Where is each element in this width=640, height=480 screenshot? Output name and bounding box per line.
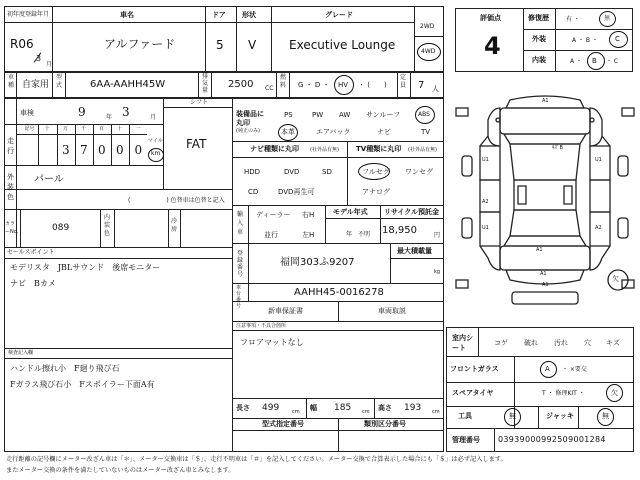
nav-dvd: DVD: [284, 168, 300, 176]
interior-opt-c: ・ C: [606, 58, 619, 65]
interior-color-label: 内装色: [104, 214, 111, 237]
score-value: 4: [484, 32, 501, 60]
notes-value: フロアマットなし: [240, 338, 304, 347]
chassis-value: AAHH45-0016278: [294, 287, 384, 298]
type-cert-label: 型式指定番号: [262, 420, 304, 428]
exterior-options: A ・ B ・: [572, 37, 598, 44]
mark-rear-bumper: A1: [540, 271, 547, 277]
mileage-col-label: 十: [117, 126, 123, 132]
sales-line-2: ナビ Bカメ: [10, 279, 56, 288]
recycle-value: 18,950: [382, 225, 417, 236]
length-label: 長さ: [236, 404, 250, 412]
mark-right-rear-fender: A2: [595, 225, 602, 231]
mileage-col-label: 百: [99, 126, 105, 132]
max-load-label: 最大積載量: [397, 247, 432, 255]
tools-selected: 無: [509, 412, 516, 420]
mileage-digit: 0: [134, 143, 143, 157]
equip-sunroof: サンルーフ: [366, 111, 401, 119]
jack-label: ジャッキ: [546, 412, 574, 420]
import-right: 右H: [302, 211, 315, 219]
door-value: 5: [216, 38, 224, 52]
cc-unit: CC: [265, 85, 274, 92]
capacity-label: 定員: [400, 74, 407, 89]
sheet-yabure: 破れ: [524, 339, 538, 347]
interior-sheet-label: 室内シート: [452, 334, 473, 352]
recycle-label: リサイクル預託金: [384, 208, 440, 216]
mileage-digit: 7: [80, 143, 88, 157]
exterior-label: 外装: [532, 35, 546, 43]
spare-items: T ・ 修理KIT ・: [542, 390, 585, 397]
sheet-yogore: 汚れ: [554, 339, 568, 347]
mileage-col-label: 万: [63, 126, 69, 132]
mark-rear-panel: A1: [542, 282, 549, 288]
inspection-month: 3: [122, 105, 130, 119]
capacity-value: 7: [418, 80, 425, 91]
recycle-yen: 円: [434, 232, 441, 239]
inspection-year: 9: [78, 105, 86, 119]
nav-dvd-play: DVD再生可: [278, 188, 315, 196]
exterior-color-label: 外装色: [7, 173, 14, 201]
repair-label: 修復歴: [528, 14, 549, 22]
equip-airbag: エアバック: [316, 128, 351, 136]
mark-right-front-fender: U1: [595, 157, 602, 163]
import-parallel: 並行: [264, 231, 278, 239]
mark-rear-gate: A1: [536, 247, 543, 253]
mileage-label: 走行: [7, 137, 14, 155]
sheet-koge: コゲ: [494, 339, 508, 347]
capacity-unit: 人: [432, 85, 439, 93]
nav-sd: SD: [322, 168, 332, 176]
car-diagram: [452, 86, 638, 320]
width-value: 185: [334, 403, 352, 413]
import-label: 輸入車: [237, 211, 244, 236]
mark-left-front-fender: U1: [482, 157, 489, 163]
nav-hdd: HDD: [244, 168, 261, 176]
exterior-color-value: パール: [34, 174, 64, 185]
mark-front-bumper: A1: [542, 98, 549, 104]
displacement-value: 2500: [228, 79, 254, 90]
registration-label: 登録番号: [237, 250, 244, 278]
first-reg-year: R06: [10, 37, 34, 51]
drive-4wd: 4WD: [421, 48, 436, 55]
mileage-col-label: 一: [135, 126, 141, 132]
mgmt-value: 03939000992509001284: [498, 435, 606, 444]
km-label: km: [151, 150, 161, 157]
equipment-title: 装備品に丸印: [236, 110, 264, 127]
import-left: 左H: [302, 231, 315, 239]
equip-navi: ナビ: [377, 128, 391, 136]
shape-label: 形状: [242, 11, 256, 19]
equip-aw: AW: [339, 111, 351, 119]
height-label: 高さ: [378, 404, 392, 412]
equipment-sub: (純正のみ): [236, 128, 260, 134]
mark-left-rear-door: A2: [482, 199, 489, 205]
front-glass-label: フロントガラス: [450, 365, 499, 373]
inspection-label: 車検: [20, 109, 34, 117]
interior-opt-a: A ・: [570, 58, 583, 65]
use-value: 自家用: [22, 80, 50, 90]
fuel-options: G ・ D ・: [298, 81, 330, 89]
nav-title: ナビ種類に丸印: [250, 145, 299, 153]
footer-line-1: 走行距離の記号欄にメーター改ざん車は「＊」、メーター交換車は「＄」、走行不明車は「＃」を記入してください。メーター交換で合算表示した場合にも「＄」は必ず記入します。: [6, 456, 507, 463]
import-dealer: ディーラー: [256, 211, 291, 219]
spare-label: スペアタイヤ: [452, 389, 494, 397]
door-label: ドア: [212, 11, 226, 19]
score-label: 評価点: [480, 14, 501, 22]
inspector-line-1: ハンドル擦れ小 F廻り飛び石: [10, 364, 120, 373]
mileage-col-label: 記号: [24, 126, 35, 132]
doc-warranty: 新車保証書: [268, 307, 303, 315]
height-value: 193: [404, 403, 422, 413]
doc-manual: 車両取説: [378, 307, 406, 315]
length-unit: cm: [292, 409, 300, 415]
footer-line-2: またメーター交換の条件を満たしていないものはメーター改ざん車とみなします。: [6, 467, 235, 474]
spare-selected: 欠: [611, 389, 618, 397]
first-reg-label: 初年度登録年月: [7, 11, 50, 18]
inspector-line-2: Fガラス飛び石小 Fスポイラー下面A有: [10, 380, 155, 389]
inspection-year-unit: 年: [106, 114, 113, 121]
tv-analog: アナログ: [362, 188, 390, 196]
class-label: 類別区分番号: [364, 420, 406, 428]
month-unit: 月: [46, 61, 53, 68]
repair-selected: 無: [604, 15, 611, 22]
nav-cd: CD: [248, 188, 259, 196]
nav-sub: (社外品有無): [310, 147, 339, 153]
equip-pw: PW: [312, 111, 324, 119]
fuel-other: ・ ( ): [358, 81, 387, 89]
jack-selected: 無: [602, 412, 609, 420]
car-name-value: アルファード: [104, 37, 176, 51]
shift-value: FAT: [186, 137, 207, 151]
chassis-label: 車台番号: [236, 285, 242, 309]
inspector-label: 検査記入欄: [8, 350, 34, 356]
mileage-digit: 3: [62, 143, 70, 157]
equip-ps: PS: [284, 111, 293, 119]
mark-roof: ｷｽﾞB: [552, 145, 563, 151]
equip-leather: 本革: [281, 128, 295, 136]
tv-sub: (社外品有無): [408, 147, 437, 153]
color-no-value: 089: [52, 223, 70, 233]
sales-line-1: モデリスタ JBLサウンド 後席モニター: [10, 263, 161, 272]
tv-oneseg: ワンセグ: [405, 168, 433, 176]
chip-mark: 欠: [612, 275, 619, 283]
exterior-selected: C: [615, 35, 620, 43]
front-glass-selected: A: [545, 365, 550, 373]
mileage-digit: 0: [98, 143, 106, 157]
color-no-label: カラーNo.: [5, 221, 19, 235]
notes-label: 注意事項・不具合箇所: [236, 323, 287, 329]
sheet-kizu: キズ: [606, 339, 620, 347]
grade-value: Executive Lounge: [289, 38, 396, 52]
shape-value: V: [248, 38, 257, 52]
equip-tv: TV: [421, 128, 431, 136]
mark-left-rear-fender: U1: [482, 225, 489, 231]
model-value: 6AA-AAHH45W: [90, 79, 166, 90]
interior-selected: B: [592, 57, 597, 65]
front-glass-other: ・ ×要交: [562, 366, 587, 373]
tools-label: 工具: [458, 412, 472, 420]
mileage-col-label: 十: [44, 126, 50, 132]
car-name-label: 車名: [120, 11, 134, 19]
mile-label: マイル: [148, 138, 163, 144]
model-year-value: 年 不明: [346, 231, 371, 238]
displacement-label: 排気量: [202, 73, 209, 94]
interior-label: 内装: [532, 56, 546, 64]
length-value: 499: [262, 403, 280, 413]
sales-points-label: セールスポイント: [7, 249, 55, 256]
fuel-selected: HV: [338, 81, 349, 89]
fuel-label: 燃料: [280, 74, 287, 89]
width-label: 幅: [310, 404, 317, 412]
color-note: ( ) 色替車は色替と記入: [128, 197, 225, 204]
inspection-month-unit: 月: [150, 114, 157, 121]
width-unit: cm: [362, 409, 370, 415]
sheet-ana: 穴: [584, 339, 591, 347]
use-label: 車種: [8, 74, 15, 89]
mileage-col-label: 千: [81, 126, 87, 132]
drive-2wd: 2WD: [420, 23, 435, 30]
max-load-kg: kg: [434, 269, 441, 275]
grade-label: グレード: [325, 11, 353, 19]
cold-label: 冷房: [171, 218, 178, 233]
tv-fullseg: フルセグ: [362, 168, 390, 176]
model-label: 型式: [56, 74, 63, 89]
tv-title: TV種類に丸印: [356, 145, 402, 153]
first-reg-month: 3: [36, 54, 42, 63]
mgmt-label: 管理番号: [452, 436, 480, 444]
shift-label: シフト: [190, 99, 209, 106]
model-year-label: モデル年式: [333, 208, 368, 216]
height-unit: cm: [432, 409, 440, 415]
equip-abs: ABS: [418, 111, 430, 118]
repair-options: 有 ・: [566, 16, 580, 23]
registration-value: 福岡303ふ9207: [280, 257, 355, 268]
mileage-digit: 0: [116, 143, 124, 157]
